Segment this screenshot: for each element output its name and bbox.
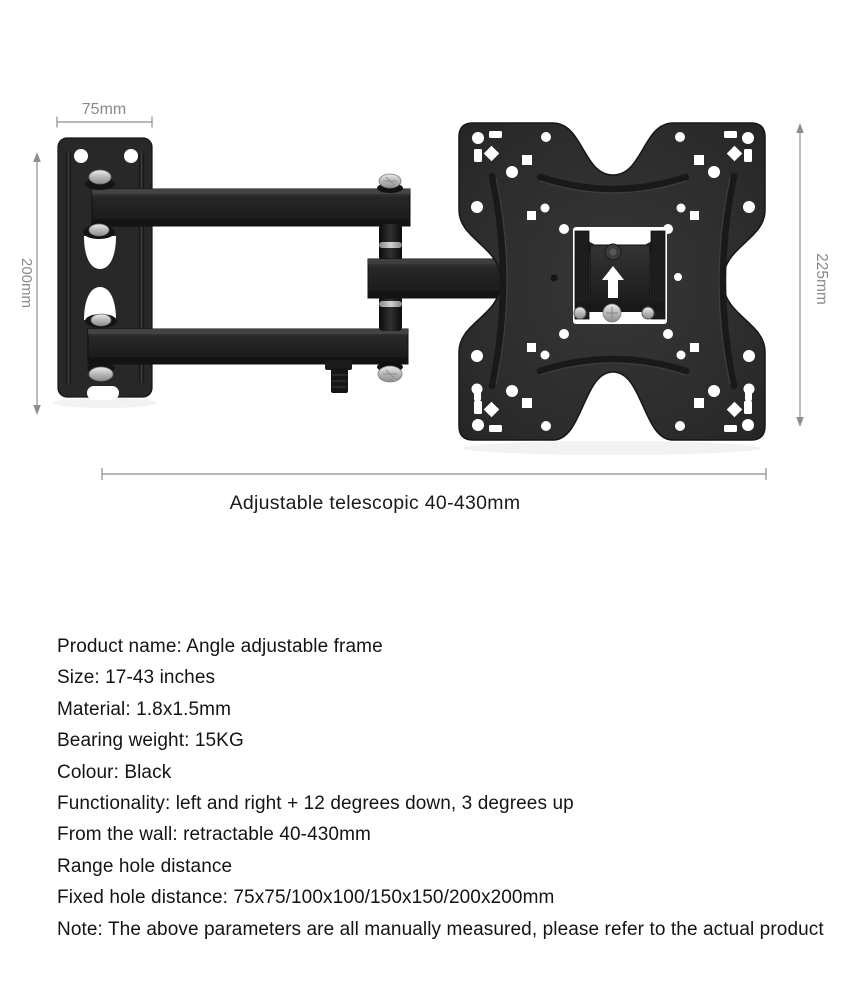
spec-product-name: Product name: Angle adjustable frame [57,636,383,657]
bracket-rivet [574,307,586,319]
pivot-screw-top [377,174,403,193]
dimension-200mm [18,152,41,415]
spec-range-hole-distance: Range hole distance [57,855,233,877]
bracket-rivet [642,307,654,319]
spec-colour: Colour: Black [57,761,172,783]
dimension-75mm [57,101,152,128]
spec-fixed-hole-distance: Fixed hole distance: 75x75/100x100/150x150/200x200mm [57,887,555,909]
tilt-bracket [573,227,667,324]
dimension-75mm-label: 75mm [81,101,127,118]
spec-list [57,631,837,945]
wall-plate-hole [124,149,138,163]
wall-plate-hole [74,149,88,163]
dimension-225mm [796,123,830,427]
telescopic-caption: Adjustable telescopic 40-430mm [229,492,521,514]
dimension-telescopic [102,468,766,514]
spec-bearing-weight: Bearing weight: 15KG [57,730,244,752]
cable-clip [325,360,352,393]
spec-size: Size: 17-43 inches [57,667,216,689]
spec-material: Material: 1.8x1.5mm [57,698,232,720]
pivot-screw-bottom [377,362,403,382]
spec-from-wall: From the wall: retractable 40-430mm [57,824,371,846]
dimension-225mm-label: 225mm [813,253,830,305]
spec-note: Note: The above parameters are all manually measured, please refer to the actual product [57,918,824,940]
wall-plate-slot [87,386,119,400]
spec-functionality: Functionality: left and right + 12 degrees down, 3 degrees up [57,793,574,815]
dimension-200mm-label: 200mm [18,257,35,309]
